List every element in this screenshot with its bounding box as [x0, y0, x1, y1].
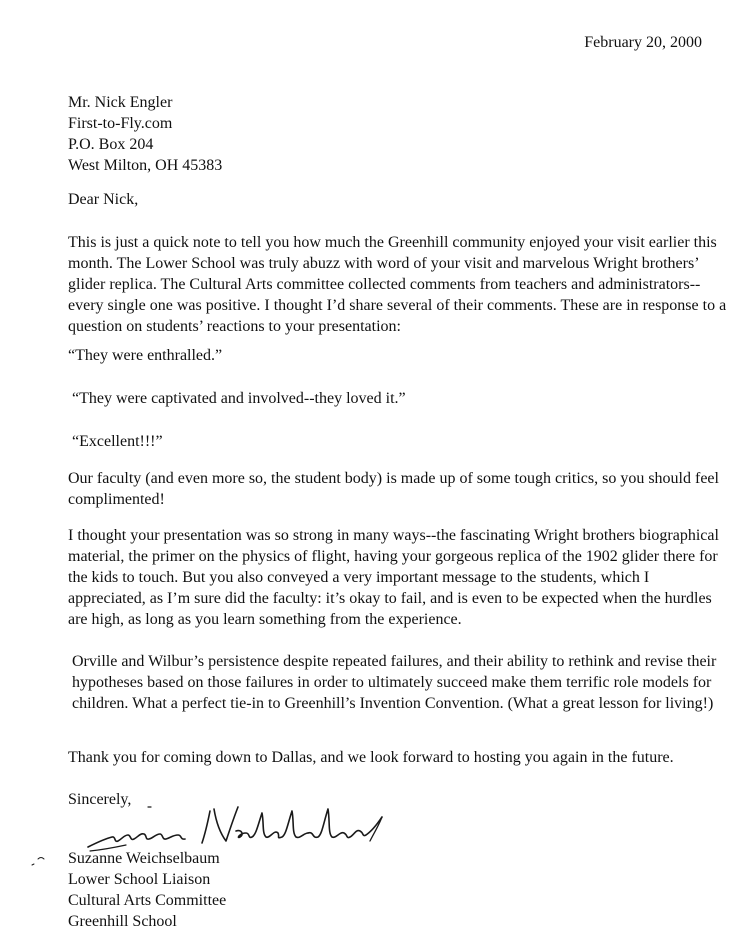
closing: Sincerely, [68, 791, 132, 808]
recipient-po-box: P.O. Box 204 [68, 136, 154, 153]
quote-2: “They were captivated and involved--they loved it.” [72, 390, 406, 407]
signer-title: Lower School Liaison [68, 871, 211, 888]
signer-name: Suzanne Weichselbaum [68, 850, 220, 867]
body-paragraph-5: Thank you for coming down to Dallas, and we look forward to hosting you again in the future. [68, 749, 674, 766]
signature-block [68, 848, 226, 932]
body-paragraph-1: This is just a quick note to tell you how much the Greenhill community enjoyed your visit earlier this month. The Lower School was truly abuzz with word of your visit and marvelous Wright brothers’ glider replica. The Cultural Arts committee collected comments from teachers and administrators--every single one was positive. I thought I’d share several of their comments. These are in response to a question on students’ reactions to your presentation: [68, 234, 727, 335]
salutation: Dear Nick, [68, 191, 139, 208]
letter-date: February 20, 2000 [584, 34, 702, 51]
recipient-address [68, 92, 222, 176]
body-paragraph-2: Our faculty (and even more so, the student body) is made up of some tough critics, so you should feel complimented! [68, 470, 719, 508]
quote-1: “They were enthralled.” [68, 347, 223, 364]
body-paragraph-4: Orville and Wilbur’s persistence despite repeated failures, and their ability to rethink and revise their hypotheses based on those failures in order to ultimately succeed make them terrific role models for children. What a perfect tie-in to Greenhill’s Invention Convention. (What a great lesson for living!) [72, 653, 717, 712]
recipient-name: Mr. Nick Engler [68, 94, 173, 111]
recipient-company: First-to-Fly.com [68, 115, 173, 132]
recipient-city-state-zip: West Milton, OH 45383 [68, 157, 223, 174]
quote-3: “Excellent!!!” [72, 433, 163, 450]
signer-committee: Cultural Arts Committee [68, 892, 227, 909]
signer-school: Greenhill School [68, 913, 177, 930]
body-paragraph-3: I thought your presentation was so strong in many ways--the fascinating Wright brothers biographical material, the primer on the physics of flight, having your gorgeous replica of the 1902 glider there for the kids to touch. But you also conveyed a very important message to the students, which I appreciated, as I’m sure did the faculty: it’s okay to fail, and is even to be expected when the hurdles are high, as long as you learn something from the experience. [68, 527, 719, 628]
